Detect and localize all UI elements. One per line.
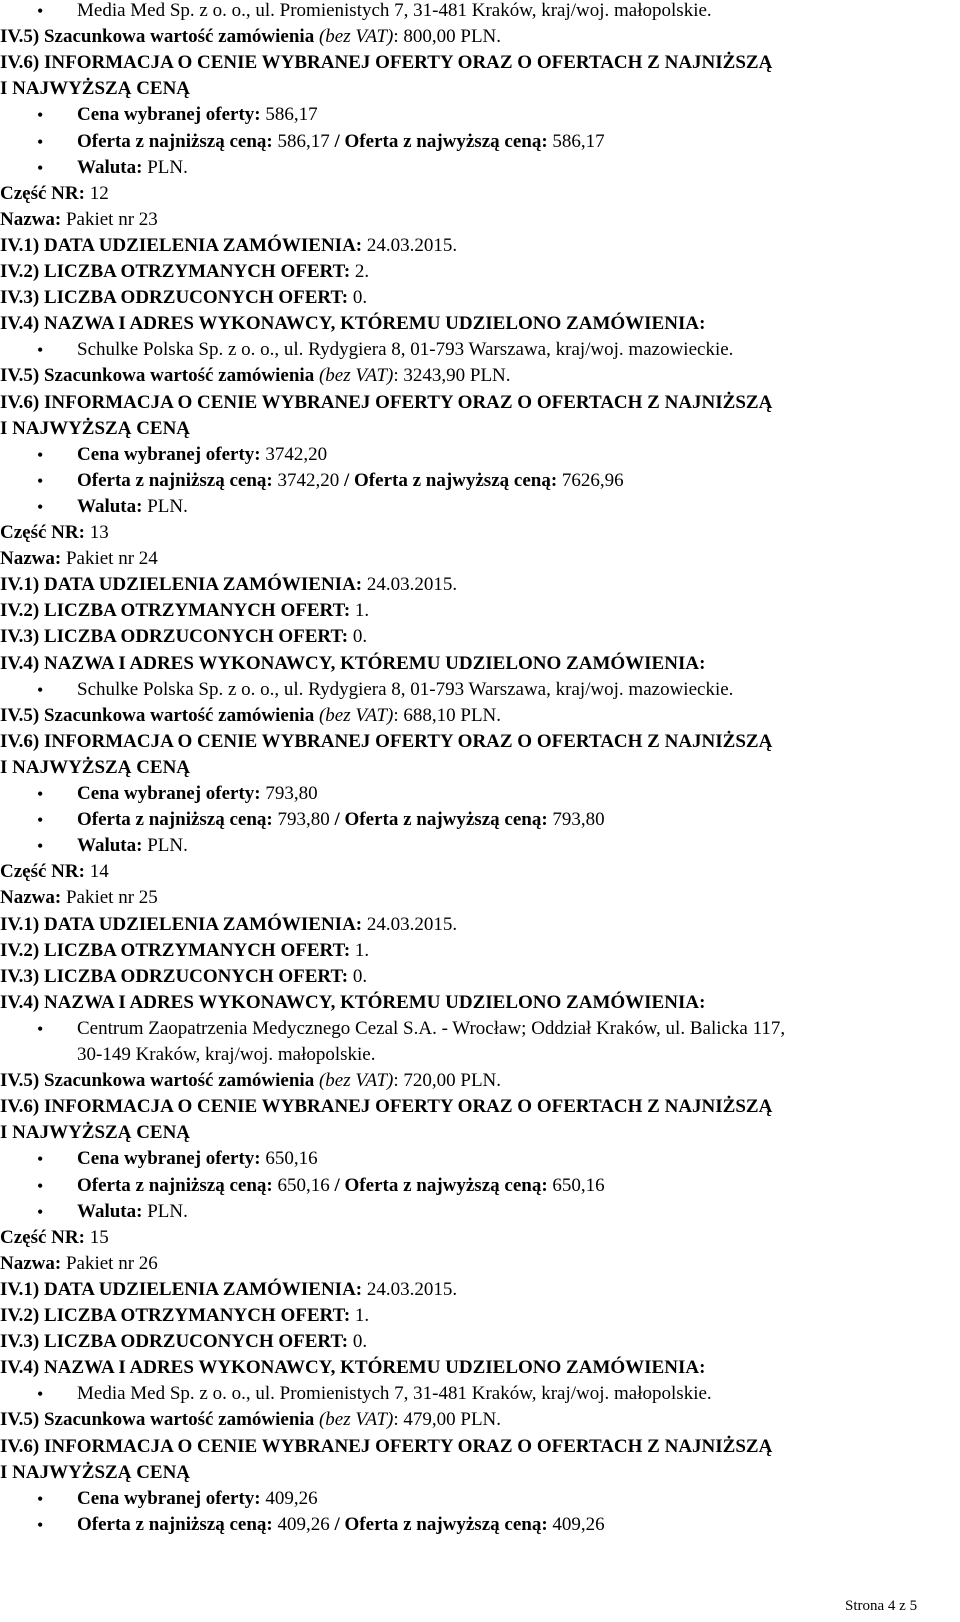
label-bold: Oferta z najniższą ceną: [77, 809, 273, 831]
value-text: 24.03.2015. [362, 1278, 458, 1300]
bullet-item [77, 1488, 318, 1510]
value-text: 586,17 [272, 130, 335, 152]
value-text: 586,17 [547, 130, 605, 152]
bullet-item [77, 131, 605, 153]
bullet-item [77, 809, 605, 831]
bullet-item [77, 470, 624, 492]
document-heading-line [0, 1305, 369, 1327]
value-text: 2. [350, 261, 370, 282]
document-heading-line [0, 1331, 367, 1353]
document-heading-line [0, 1462, 190, 1484]
document-heading-line [0, 365, 511, 387]
document-heading-line [0, 418, 190, 440]
value-text: Pakiet nr 24 [61, 548, 158, 570]
value-text: 12 [84, 182, 109, 204]
italic-note: (bez VAT) [318, 1409, 394, 1431]
value-text: 650,16 [260, 1148, 318, 1170]
value-text: 0. [348, 287, 368, 309]
label-bold: Waluta: [77, 1200, 143, 1222]
label-bold: IV.4) NAZWA I ADRES WYKONAWCY, KTÓREMU UDZIELONO ZAMÓWIENIA: [0, 313, 706, 335]
label-bold: Część NR: [0, 861, 85, 883]
label-bold: IV.6) INFORMACJA O CENIE WYBRANEJ OFERTY ORAZ O OFERTACH Z NAJNIŻSZĄ [0, 391, 773, 413]
document-heading-line [0, 1357, 705, 1379]
document-heading-line [0, 1279, 457, 1301]
value-text: : 479,00 PLN. [393, 1409, 502, 1431]
label-bold: IV.3) LICZBA ODRZUCONYCH OFERT: [0, 287, 349, 309]
value-text: PLN. [142, 495, 188, 517]
value-text: Pakiet nr 26 [61, 1252, 158, 1274]
value-text: 1. [350, 939, 370, 961]
document-heading-line [0, 626, 367, 648]
label-bold: Nazwa: [0, 548, 62, 570]
document-heading-line [0, 914, 457, 936]
value-text: 1. [350, 1305, 370, 1326]
label-bold: Oferta z najniższą ceną: [77, 1174, 273, 1196]
bullet-item [77, 1148, 318, 1170]
label-bold: IV.3) LICZBA ODRZUCONYCH OFERT: [0, 1331, 349, 1353]
value-text: 0. [348, 965, 368, 987]
italic-note: (bez VAT) [318, 26, 394, 48]
italic-note: (bez VAT) [318, 365, 394, 387]
document-heading-line [0, 1227, 109, 1249]
label-bold: Część NR: [0, 1226, 85, 1248]
label-bold: Oferta z najniższą ceną: [77, 469, 273, 491]
label-bold: IV.4) NAZWA I ADRES WYKONAWCY, KTÓREMU UDZIELONO ZAMÓWIENIA: [0, 991, 706, 1013]
label-bold: IV.2) LICZBA OTRZYMANYCH OFERT: [0, 939, 351, 961]
document-heading-line [0, 1409, 501, 1431]
label-bold: I NAJWYŻSZĄ CENĄ [0, 1122, 191, 1144]
value-text: Centrum Zaopatrzenia Medycznego Cezal S.A. - Wrocław; Oddział Kraków, ul. Balicka 117, [77, 1017, 786, 1039]
label-bold: I NAJWYŻSZĄ CENĄ [0, 417, 191, 439]
document-heading-line [0, 966, 367, 988]
label-bold: IV.5) Szacunkowa wartość zamówienia [0, 26, 319, 48]
bullet-item [77, 157, 188, 179]
label-bold: I NAJWYŻSZĄ CENĄ [0, 78, 191, 100]
label-bold: Waluta: [77, 835, 143, 857]
value-text: 0. [348, 626, 368, 648]
label-bold: Waluta: [77, 156, 143, 178]
label-bold: / Oferta z najwyższą ceną: [334, 809, 548, 831]
label-bold: Waluta: [77, 495, 143, 517]
label-bold: IV.4) NAZWA I ADRES WYKONAWCY, KTÓREMU UDZIELONO ZAMÓWIENIA: [0, 1357, 706, 1379]
value-text: 15 [84, 1226, 109, 1248]
label-bold: / Oferta z najwyższą ceną: [344, 469, 558, 491]
value-text: 1. [350, 600, 370, 622]
document-heading-line [0, 705, 501, 727]
bullet-item [77, 835, 188, 857]
label-bold: IV.1) DATA UDZIELENIA ZAMÓWIENIA: [0, 1278, 363, 1300]
document-heading-line [0, 861, 109, 883]
document-heading-line [0, 261, 369, 283]
label-bold: Część NR: [0, 522, 85, 543]
value-text: Media Med Sp. z o. o., ul. Promienistych 7, 31-481 Kraków, kraj/woj. małopolskie. [77, 0, 712, 21]
value-text: : 720,00 PLN. [393, 1070, 502, 1092]
value-text: 3742,20 [260, 443, 328, 465]
value-text: Schulke Polska Sp. z o. o., ul. Rydygiera 8, 01-793 Warszawa, kraj/woj. mazowieckie. [77, 678, 734, 700]
document-heading-line [0, 392, 772, 414]
label-bold: Cena wybranej oferty: [77, 783, 261, 804]
label-bold: IV.4) NAZWA I ADRES WYKONAWCY, KTÓREMU UDZIELONO ZAMÓWIENIA: [0, 652, 706, 674]
value-text: 24.03.2015. [362, 234, 458, 256]
value-text: 409,26 [547, 1513, 605, 1535]
document-heading-line [0, 600, 369, 622]
label-bold: Część NR: [0, 182, 85, 204]
label-bold: IV.5) Szacunkowa wartość zamówienia [0, 365, 319, 387]
document-heading-line [0, 1122, 190, 1144]
document-heading-line [0, 287, 367, 309]
label-bold: I NAJWYŻSZĄ CENĄ [0, 756, 191, 778]
value-text: PLN. [142, 835, 188, 857]
label-bold: IV.1) DATA UDZIELENIA ZAMÓWIENIA: [0, 913, 363, 935]
italic-note: (bez VAT) [318, 704, 394, 726]
value-text: 14 [84, 861, 109, 883]
bullet-item [77, 339, 733, 361]
document-heading-line [0, 940, 369, 962]
value-text: PLN. [142, 1200, 188, 1222]
label-bold: Cena wybranej oferty: [77, 443, 261, 465]
value-text: : 688,10 PLN. [393, 704, 502, 726]
label-bold: / Oferta z najwyższą ceną: [334, 1513, 548, 1535]
document-heading-line [0, 26, 501, 48]
value-text: 7626,96 [557, 469, 624, 491]
bullet-continuation [77, 1044, 376, 1066]
bullet-item [77, 1018, 785, 1040]
label-bold: IV.5) Szacunkowa wartość zamówienia [0, 1070, 319, 1092]
document-heading-line [0, 313, 705, 335]
document-heading-line [0, 1253, 158, 1275]
label-bold: IV.3) LICZBA ODRZUCONYCH OFERT: [0, 965, 349, 987]
label-bold: Nazwa: [0, 887, 62, 909]
document-heading-line [0, 653, 705, 675]
value-text: 793,80 [272, 809, 335, 831]
label-bold: Cena wybranej oferty: [77, 1148, 261, 1170]
label-bold: I NAJWYŻSZĄ CENĄ [0, 1461, 191, 1483]
document-heading-line [0, 731, 772, 753]
bullet-item [77, 1383, 712, 1405]
bullet-item [77, 1201, 188, 1223]
value-text: 793,80 [260, 783, 318, 804]
bullet-item [77, 1175, 605, 1197]
label-bold: IV.5) Szacunkowa wartość zamówienia [0, 1409, 319, 1431]
bullet-item [77, 104, 318, 126]
value-text: Media Med Sp. z o. o., ul. Promienistych 7, 31-481 Kraków, kraj/woj. małopolskie. [77, 1383, 712, 1405]
label-bold: Cena wybranej oferty: [77, 104, 261, 126]
document-heading-line [0, 1070, 501, 1092]
value-text: 13 [84, 522, 109, 543]
label-bold: Oferta z najniższą ceną: [77, 1513, 273, 1535]
page-number: Strona 4 z 5 [845, 1598, 918, 1614]
label-bold: IV.6) INFORMACJA O CENIE WYBRANEJ OFERTY ORAZ O OFERTACH Z NAJNIŻSZĄ [0, 1435, 773, 1457]
value-text: 650,16 [547, 1174, 605, 1196]
value-text: Schulke Polska Sp. z o. o., ul. Rydygiera 8, 01-793 Warszawa, kraj/woj. mazowieckie. [77, 339, 734, 361]
bullet-item [77, 496, 188, 518]
value-text: Pakiet nr 25 [61, 887, 158, 909]
label-bold: / Oferta z najwyższą ceną: [334, 1174, 548, 1196]
label-bold: IV.1) DATA UDZIELENIA ZAMÓWIENIA: [0, 234, 363, 256]
value-text: 3742,20 [272, 469, 344, 491]
document-heading-line [0, 574, 457, 596]
value-text: : 3243,90 PLN. [393, 365, 511, 387]
bullet-item [77, 444, 327, 466]
value-text: Pakiet nr 23 [61, 208, 158, 230]
label-bold: Nazwa: [0, 208, 62, 230]
label-bold: IV.2) LICZBA OTRZYMANYCH OFERT: [0, 600, 351, 622]
value-text: 24.03.2015. [362, 574, 458, 596]
label-bold: Cena wybranej oferty: [77, 1487, 261, 1509]
document-heading-line [0, 52, 772, 74]
bullet-item [77, 679, 733, 701]
label-bold: IV.3) LICZBA ODRZUCONYCH OFERT: [0, 626, 349, 648]
document-heading-line [0, 183, 109, 205]
document-heading-line [0, 757, 190, 779]
italic-note: (bez VAT) [318, 1070, 394, 1092]
document-heading-line [0, 78, 190, 100]
label-bold: Nazwa: [0, 1252, 62, 1274]
document-heading-line [0, 548, 158, 570]
value-text: 30-149 Kraków, kraj/woj. małopolskie. [77, 1044, 376, 1065]
label-bold: IV.6) INFORMACJA O CENIE WYBRANEJ OFERTY ORAZ O OFERTACH Z NAJNIŻSZĄ [0, 52, 773, 74]
label-bold: Oferta z najniższą ceną: [77, 130, 273, 152]
value-text: : 800,00 PLN. [393, 26, 502, 48]
label-bold: IV.5) Szacunkowa wartość zamówienia [0, 704, 319, 726]
label-bold: IV.2) LICZBA OTRZYMANYCH OFERT: [0, 1305, 351, 1326]
document-heading-line [0, 887, 158, 909]
value-text: 24.03.2015. [362, 913, 458, 935]
document-heading-line [0, 209, 158, 231]
label-bold: IV.6) INFORMACJA O CENIE WYBRANEJ OFERTY ORAZ O OFERTACH Z NAJNIŻSZĄ [0, 730, 773, 752]
document-heading-line [0, 235, 457, 257]
bullet-item [77, 783, 318, 805]
value-text: 409,26 [272, 1513, 335, 1535]
value-text: 793,80 [547, 809, 605, 831]
label-bold: / Oferta z najwyższą ceną: [334, 130, 548, 152]
value-text: 0. [348, 1331, 368, 1353]
value-text: 586,17 [260, 104, 318, 126]
label-bold: IV.1) DATA UDZIELENIA ZAMÓWIENIA: [0, 574, 363, 596]
bullet-item [77, 0, 712, 22]
bullet-item [77, 1514, 605, 1536]
document-heading-line [0, 992, 705, 1014]
document-heading-line [0, 1436, 772, 1458]
document-heading-line [0, 522, 109, 544]
label-bold: IV.6) INFORMACJA O CENIE WYBRANEJ OFERTY ORAZ O OFERTACH Z NAJNIŻSZĄ [0, 1096, 773, 1118]
value-text: PLN. [142, 156, 188, 178]
document-heading-line [0, 1096, 772, 1118]
value-text: 650,16 [272, 1174, 335, 1196]
label-bold: IV.2) LICZBA OTRZYMANYCH OFERT: [0, 261, 351, 282]
value-text: 409,26 [260, 1487, 318, 1509]
